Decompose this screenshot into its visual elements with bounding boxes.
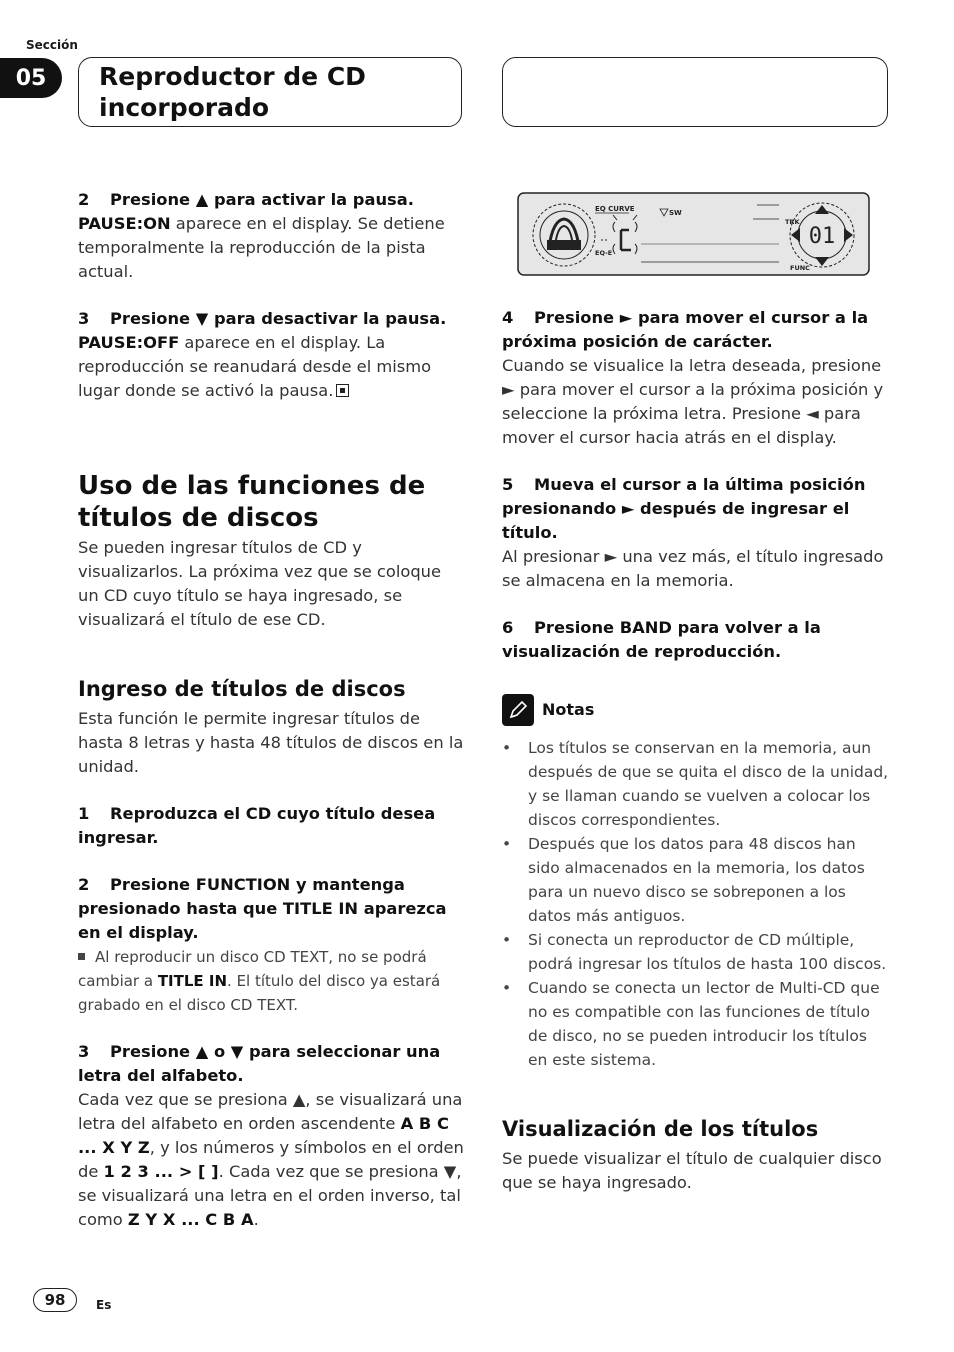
page-number: 98: [33, 1288, 77, 1312]
language-code: Es: [96, 1298, 112, 1312]
section-intro: Se pueden ingresar títulos de CD y visualizarlos. La próxima vez que se coloque un CD cuyo título se haya ingresado, se visualizará el título de ese CD.: [78, 538, 442, 629]
list-item: • Cuando se conecta un lector de Multi-CD que no es compatible con las funciones de título de disco, no se pueden introducir los títulos en este sistema.: [502, 976, 890, 1072]
list-item: • Si conecta un reproductor de CD múltiple, podrá ingresar los títulos de hasta 100 discos.: [502, 928, 890, 976]
step-heading: 5 Mueva el cursor a la última posición presionando ► después de ingresar el título.: [502, 475, 866, 542]
list-item: • Después que los datos para 48 discos han sido almacenados en la memoria, los datos para un nuevo disco se sobreponen a los datos más antiguos.: [502, 832, 890, 928]
eq-curve-label: EQ CURVE: [595, 205, 635, 213]
step-note: Al reproducir un disco CD TEXT, no se podrá cambiar a TITLE IN. El título del disco ya estará grabado en el disco CD TEXT.: [78, 948, 441, 1014]
lcd-display-illustration: [517, 192, 870, 276]
step-heading: 3 Presione ▲ o ▼ para seleccionar una letra del alfabeto.: [78, 1042, 441, 1085]
section-label: Sección: [26, 38, 78, 52]
notes-box: [502, 694, 890, 1072]
section-number-badge: 05: [0, 58, 62, 98]
step-body: PAUSE:OFF aparece en el display. La reproducción se reanudará desde el mismo lugar donde se activó la pausa.: [78, 333, 432, 400]
pencil-icon: [502, 694, 534, 726]
func-label: FUNC: [790, 264, 810, 272]
list-item: • Los títulos se conservan en la memoria, aun después de que se quita el disco de la unidad, y se llaman cuando se vuelven a colocar los discos correspondientes.: [502, 736, 890, 832]
trk-label: TRK: [785, 218, 800, 226]
step-heading: 6 Presione BAND para volver a la visualización de reproducción.: [502, 618, 821, 661]
subsection-body: Se puede visualizar el título de cualquier disco que se haya ingresado.: [502, 1149, 882, 1192]
sw-label: SW: [669, 209, 682, 217]
end-of-section-icon: [336, 384, 349, 397]
notes-header: [502, 694, 890, 726]
note-square-icon: [78, 953, 85, 960]
subsection-title: Ingreso de títulos de discos: [78, 677, 406, 701]
notes-label: Notas: [542, 700, 595, 719]
subsection-intro: Esta función le permite ingresar títulos de hasta 8 letras y hasta 48 títulos de discos en la unidad.: [78, 709, 464, 776]
chapter-title-line1: Reproductor de CD: [99, 62, 366, 91]
notes-list: [502, 736, 890, 1072]
header-empty-box: [502, 57, 888, 127]
chapter-title-line2: incorporado: [99, 93, 270, 122]
step-heading: 1 Reproduzca el CD cuyo título desea ingresar.: [78, 804, 436, 847]
step-heading: 3 Presione ▼ para desactivar la pausa.: [78, 309, 447, 328]
subsection-title: Visualización de los títulos: [502, 1117, 819, 1141]
chapter-title-box: [78, 57, 462, 127]
left-column: [78, 188, 466, 1232]
track-digits: 01: [808, 224, 836, 249]
step-body: Cuando se visualice la letra deseada, presione ► para mover el cursor a la próxima posición y seleccione la próxima letra. Presione ◄ para mover el cursor hacia atrás en el display.: [502, 356, 884, 447]
step-body: PAUSE:ON aparece en el display. Se detiene temporalmente la reproducción de la pista actual.: [78, 214, 445, 281]
step-heading: 2 Presione FUNCTION y mantenga presionado hasta que TITLE IN aparezca en el display.: [78, 875, 447, 942]
step-heading: 4 Presione ► para mover el cursor a la próxima posición de carácter.: [502, 308, 869, 351]
step-heading: 2 Presione ▲ para activar la pausa.: [78, 190, 414, 209]
step-body: Al presionar ► una vez más, el título ingresado se almacena en la memoria.: [502, 547, 884, 590]
step-body: Cada vez que se presiona ▲, se visualizará una letra del alfabeto en orden ascendente A B C ... X Y Z, y los números y símbolos en el orden de 1 2 3 ... > [ ]. Cada vez que se presiona ▼, se visualizará una letra en el orden inverso, tal como Z Y X ... C B A.: [78, 1090, 464, 1229]
lcd-display-svg: [517, 192, 870, 276]
eq-e-label: EQ-E: [595, 249, 613, 257]
right-column: [502, 306, 890, 1195]
section-title: Uso de las funciones de títulos de discos: [78, 471, 426, 533]
